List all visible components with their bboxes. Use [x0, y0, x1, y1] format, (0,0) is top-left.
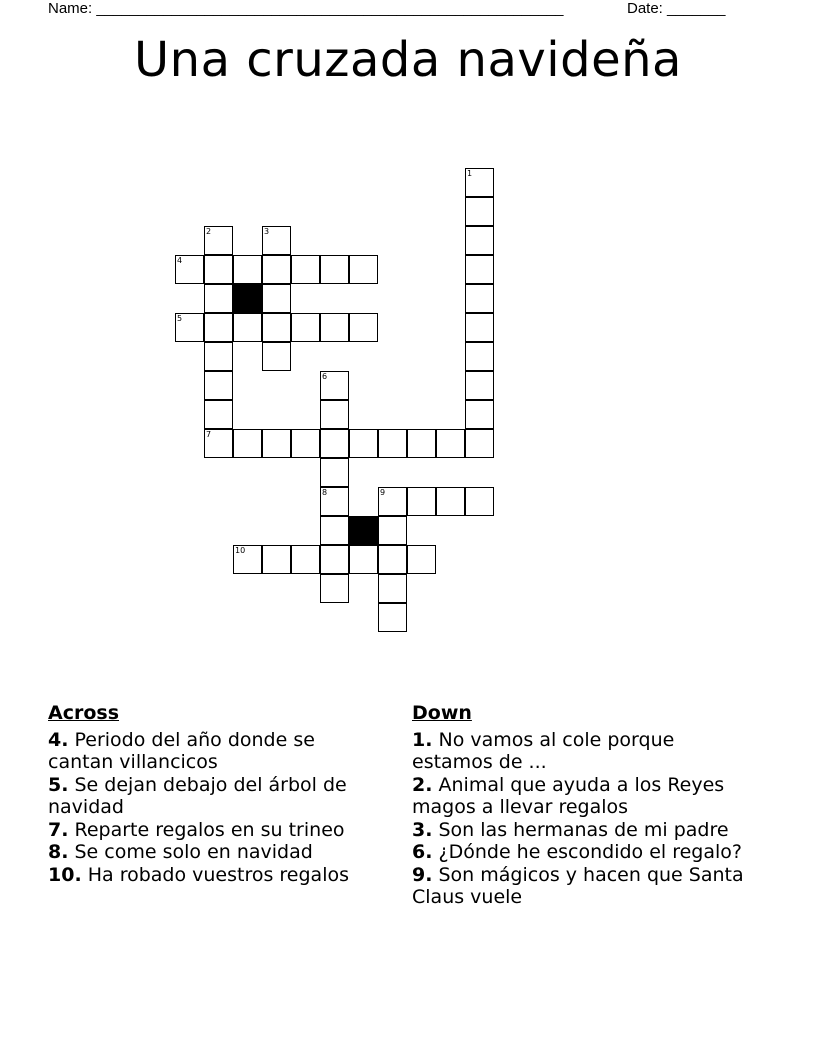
crossword-cell[interactable] — [175, 255, 204, 284]
down-clues — [412, 702, 757, 909]
crossword-cell[interactable] — [262, 226, 291, 255]
clue-text: Son mágicos y hacen que Santa Claus vuele — [412, 863, 744, 908]
clue-text: ¿Dónde he escondido el regalo? — [438, 841, 742, 863]
clue-number: 8 — [322, 488, 328, 497]
crossword-cell[interactable] — [465, 487, 494, 516]
crossword-block — [349, 516, 378, 545]
crossword-cell[interactable] — [233, 545, 262, 574]
crossword-cell[interactable] — [465, 400, 494, 429]
crossword-cell[interactable] — [204, 371, 233, 400]
crossword-cell[interactable] — [349, 429, 378, 458]
clue-number: 7. — [48, 818, 69, 841]
clue-number: 10. — [48, 863, 82, 886]
clue-number: 1. — [412, 728, 433, 751]
crossword-cell[interactable] — [204, 284, 233, 313]
crossword-cell[interactable] — [204, 429, 233, 458]
crossword-cell[interactable] — [204, 400, 233, 429]
clue-text: Ha robado vuestros regalos — [87, 863, 350, 886]
clue-number: 3. — [412, 818, 433, 841]
crossword-cell[interactable] — [320, 313, 349, 342]
crossword-cell[interactable] — [291, 545, 320, 574]
clue-number: 5. — [48, 773, 69, 796]
crossword-cell[interactable] — [465, 313, 494, 342]
clue-text: Se dejan debajo del árbol de navidad — [48, 773, 347, 818]
crossword-cell[interactable] — [320, 458, 349, 487]
down-clue — [412, 819, 757, 842]
crossword-cell[interactable] — [175, 313, 204, 342]
crossword-cell[interactable] — [320, 255, 349, 284]
across-clue — [48, 819, 383, 842]
crossword-cell[interactable] — [233, 255, 262, 284]
date-line: Date: _______ — [627, 0, 726, 17]
crossword-cell[interactable] — [465, 226, 494, 255]
clue-number: 1 — [467, 169, 473, 178]
crossword-cell[interactable] — [349, 313, 378, 342]
crossword-cell[interactable] — [407, 487, 436, 516]
crossword-cell[interactable] — [320, 400, 349, 429]
clue-number: 6. — [412, 841, 433, 863]
across-clue-list — [48, 729, 383, 887]
clue-text: Animal que ayuda a los Reyes magos a llevar regalos — [412, 773, 725, 818]
down-clue — [412, 774, 757, 819]
across-heading: Across — [48, 702, 120, 724]
crossword-cell[interactable] — [378, 545, 407, 574]
crossword-cell[interactable] — [465, 429, 494, 458]
clue-text: No vamos al cole porque estamos de ... — [412, 728, 675, 773]
crossword-cell[interactable] — [262, 429, 291, 458]
clue-number: 7 — [206, 430, 212, 439]
down-heading: Down — [412, 702, 472, 724]
crossword-cell[interactable] — [378, 603, 407, 632]
crossword-cell[interactable] — [233, 313, 262, 342]
clue-text: Reparte regalos en su trineo — [74, 818, 345, 841]
across-clue — [48, 864, 383, 887]
crossword-cell[interactable] — [378, 487, 407, 516]
crossword-cell[interactable] — [320, 545, 349, 574]
clue-number: 3 — [264, 227, 270, 236]
name-line: Name: ________________________________________________________ — [48, 0, 564, 17]
across-clues — [48, 702, 383, 886]
crossword-cell[interactable] — [465, 284, 494, 313]
crossword-cell[interactable] — [262, 342, 291, 371]
clue-text: Periodo del año donde se cantan villancicos — [48, 728, 315, 773]
page-title: Una cruzada navideña — [134, 32, 682, 88]
down-clue — [412, 841, 757, 864]
crossword-cell[interactable] — [204, 313, 233, 342]
crossword-cell[interactable] — [407, 545, 436, 574]
across-clue — [48, 774, 383, 819]
crossword-cell[interactable] — [291, 255, 320, 284]
clue-text: Se come solo en navidad — [74, 841, 313, 863]
clue-number: 10 — [235, 546, 246, 555]
crossword-cell[interactable] — [204, 226, 233, 255]
down-clue-list — [412, 729, 757, 909]
crossword-cell[interactable] — [378, 429, 407, 458]
clue-number: 2 — [206, 227, 212, 236]
crossword-cell[interactable] — [378, 516, 407, 545]
crossword-cell[interactable] — [233, 429, 262, 458]
crossword-cell[interactable] — [204, 255, 233, 284]
crossword-cell[interactable] — [436, 487, 465, 516]
crossword-cell[interactable] — [465, 342, 494, 371]
crossword-cell[interactable] — [320, 516, 349, 545]
clue-number: 6 — [322, 372, 328, 381]
crossword-cell[interactable] — [262, 284, 291, 313]
crossword-cell[interactable] — [465, 197, 494, 226]
down-clue — [412, 864, 757, 909]
clue-number: 2. — [412, 773, 433, 796]
crossword-block — [233, 284, 262, 313]
crossword-cell[interactable] — [465, 371, 494, 400]
clue-number: 4 — [177, 256, 183, 265]
crossword-cell[interactable] — [262, 255, 291, 284]
crossword-cell[interactable] — [320, 429, 349, 458]
clue-number: 9 — [380, 488, 386, 497]
clue-number: 8. — [48, 841, 69, 863]
crossword-cell[interactable] — [204, 342, 233, 371]
crossword-cell[interactable] — [407, 429, 436, 458]
across-clue — [48, 841, 383, 864]
clue-number: 5 — [177, 314, 183, 323]
crossword-cell[interactable] — [320, 487, 349, 516]
crossword-cell[interactable] — [320, 371, 349, 400]
crossword-cell[interactable] — [436, 429, 465, 458]
crossword-cell[interactable] — [378, 574, 407, 603]
clue-number: 9. — [412, 863, 433, 886]
crossword-cell[interactable] — [349, 545, 378, 574]
crossword-cell[interactable] — [291, 429, 320, 458]
crossword-cell[interactable] — [262, 313, 291, 342]
down-clue — [412, 729, 757, 774]
crossword-cell[interactable] — [349, 255, 378, 284]
across-clue — [48, 729, 383, 774]
clue-number: 4. — [48, 728, 69, 751]
crossword-cell[interactable] — [262, 545, 291, 574]
crossword-cell[interactable] — [465, 168, 494, 197]
crossword-cell[interactable] — [291, 313, 320, 342]
crossword-cell[interactable] — [465, 255, 494, 284]
crossword-cell[interactable] — [320, 574, 349, 603]
clue-text: Son las hermanas de mi padre — [438, 818, 729, 841]
